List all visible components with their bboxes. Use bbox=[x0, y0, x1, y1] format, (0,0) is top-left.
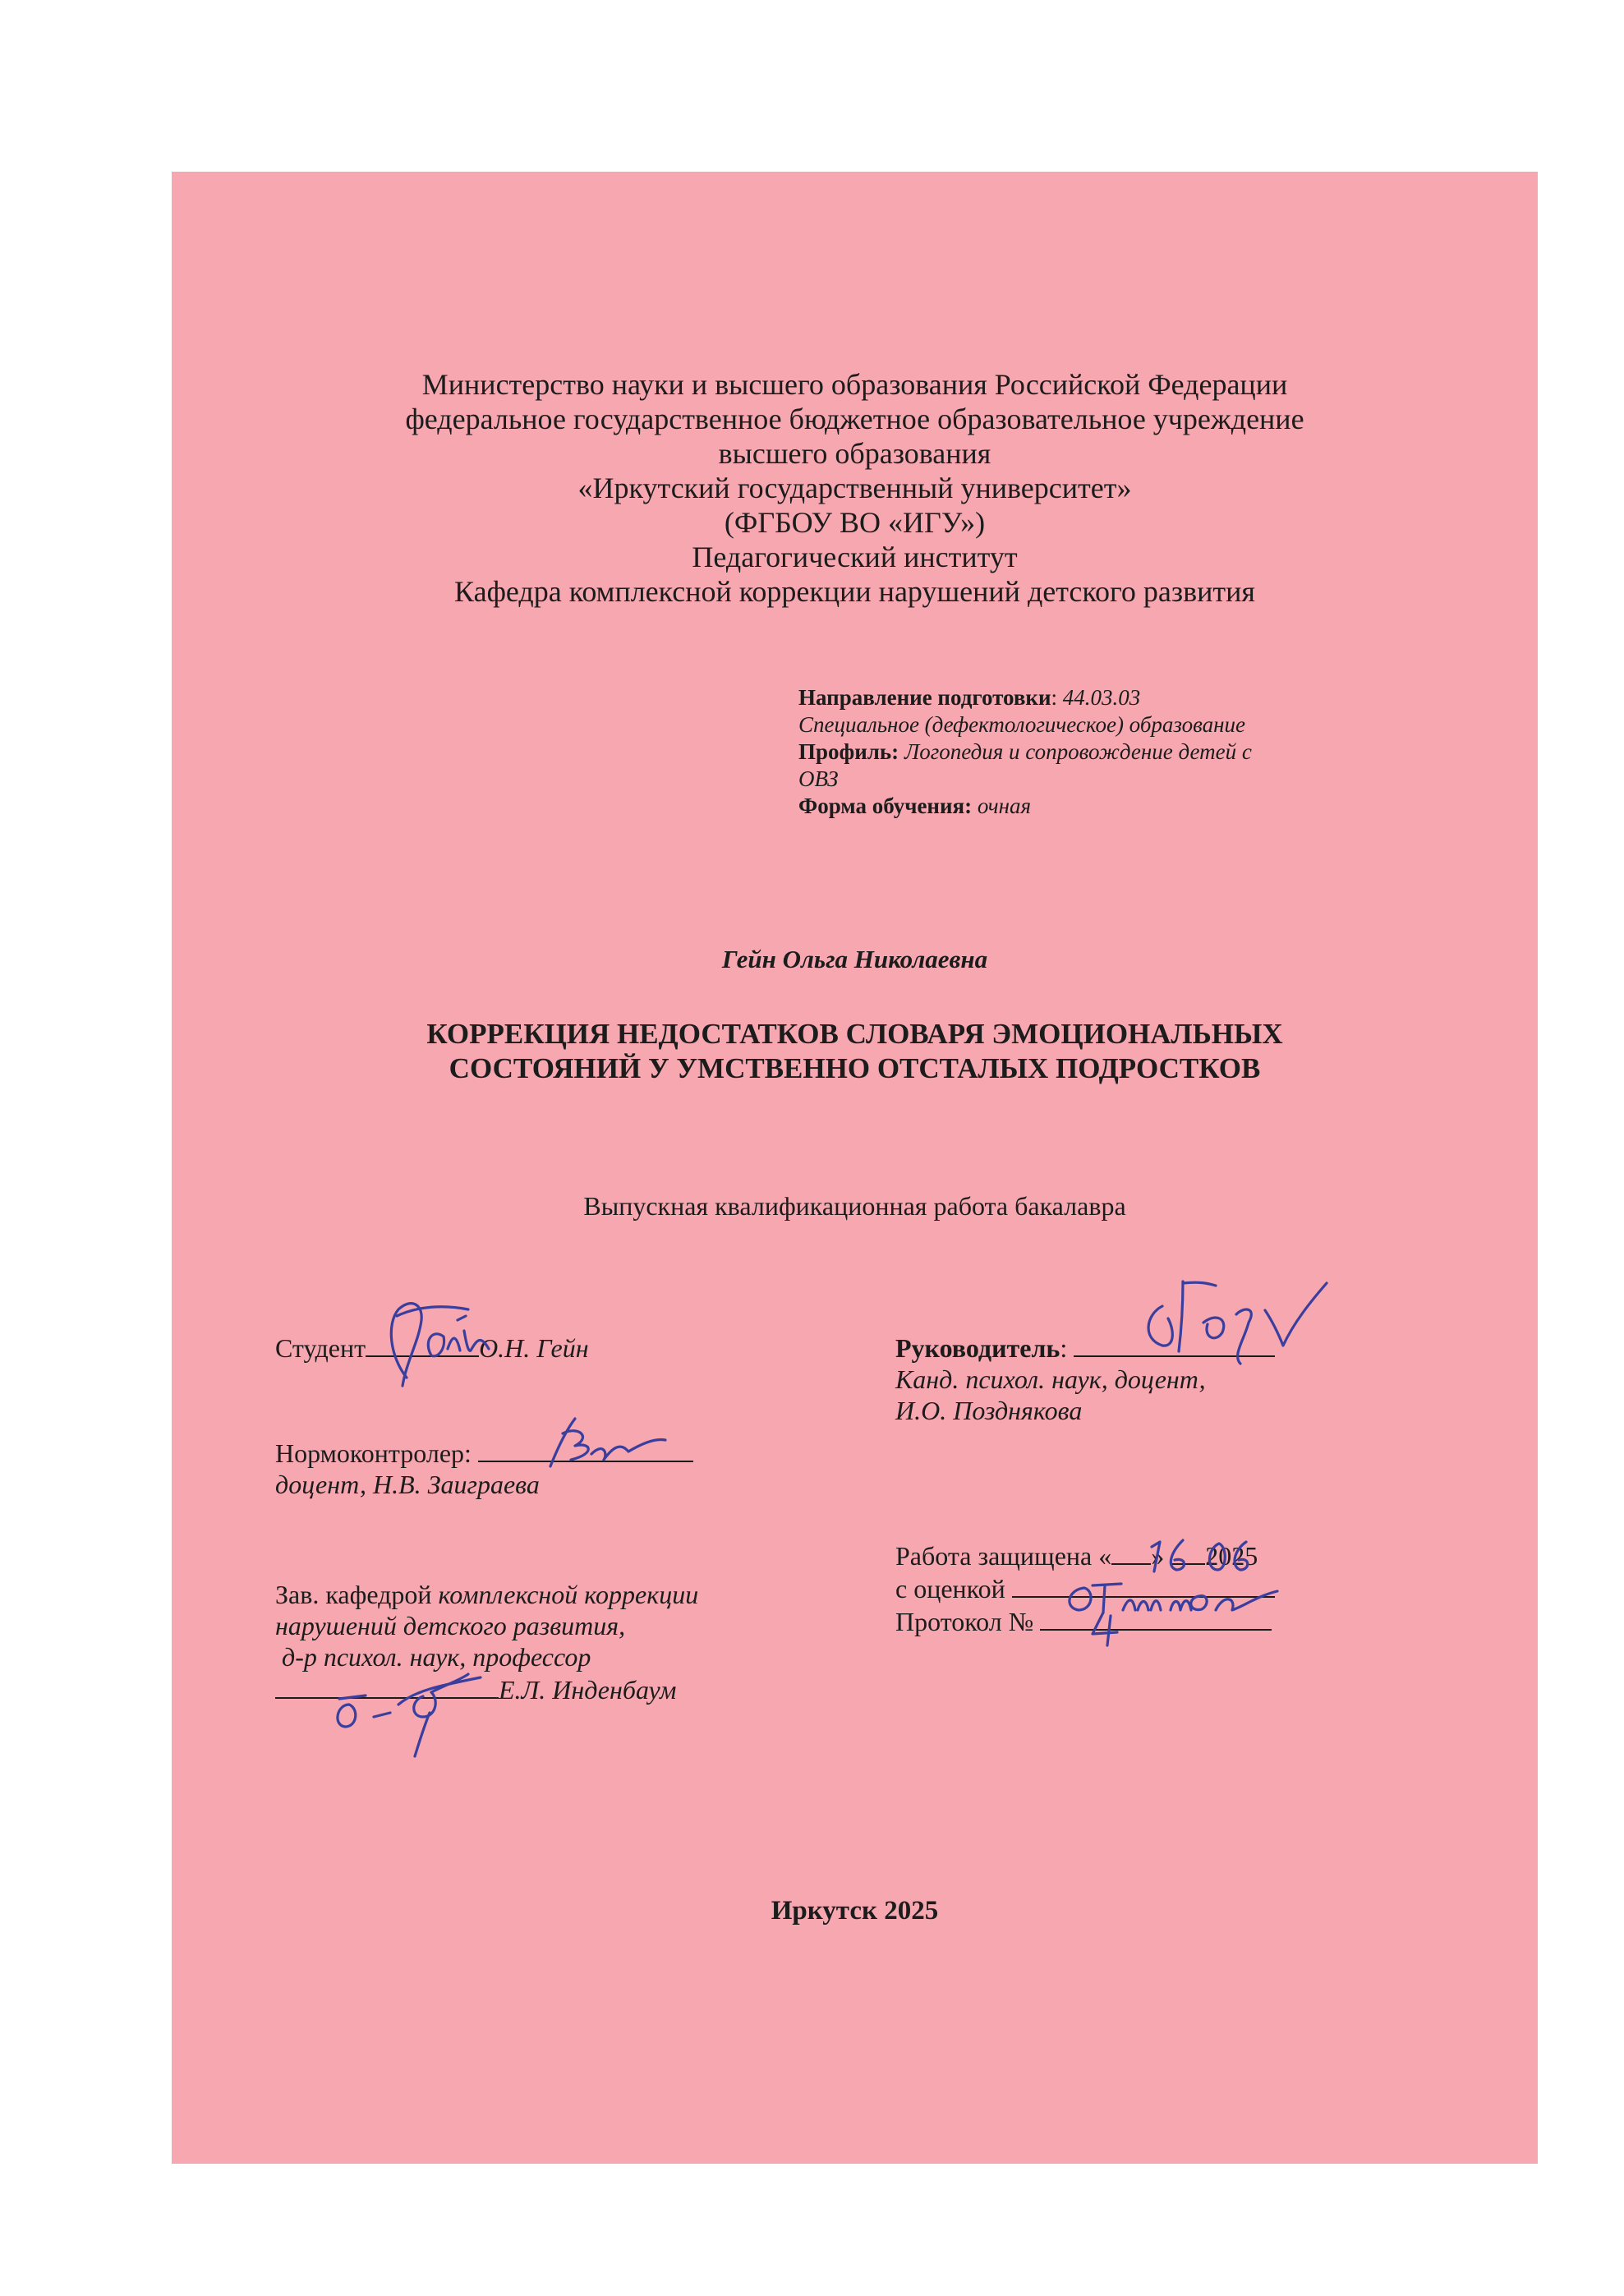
normcontroller-label: Нормоконтролер: bbox=[275, 1438, 472, 1468]
hod-dept-2: нарушений детского развития, bbox=[275, 1611, 626, 1640]
protocol-number-handwritten bbox=[1083, 1608, 1132, 1649]
supervisor-label: Руководитель bbox=[895, 1333, 1060, 1363]
author-name: Гейн Ольга Николаевна bbox=[721, 945, 988, 973]
hod-label: Зав. кафедрой bbox=[275, 1580, 432, 1609]
hod-line-2 bbox=[275, 1610, 698, 1641]
direction-code: 44.03.03 bbox=[1062, 685, 1141, 710]
normcontroller-info: доцент, Н.В. Заиграева bbox=[275, 1470, 540, 1499]
supervisor-signature bbox=[1125, 1273, 1335, 1368]
profile-value-2: ОВЗ bbox=[798, 766, 839, 791]
normcontroller-signature bbox=[534, 1409, 674, 1479]
header-line-university: «Иркутский государственный университет» bbox=[577, 472, 1132, 504]
profile-label: Профиль: bbox=[798, 739, 899, 764]
thesis-title-line-2: СОСТОЯНИЙ У УМСТВЕННО ОТСТАЛЫХ ПОДРОСТКОВ bbox=[449, 1052, 1261, 1084]
protocol-label: Протокол № bbox=[895, 1607, 1034, 1636]
form-line bbox=[798, 793, 1308, 820]
hod-degree: д-р психол. наук, профессор bbox=[282, 1642, 591, 1672]
direction-label: Направление подготовки bbox=[798, 685, 1051, 710]
supervisor-line: Руководитель: bbox=[895, 1331, 1275, 1364]
supervisor-degree-line bbox=[895, 1364, 1275, 1395]
grade-label: с оценкой bbox=[895, 1574, 1005, 1604]
student-signature bbox=[374, 1291, 505, 1398]
student-name: О.Н. Гейн bbox=[479, 1333, 589, 1363]
supervisor-name: И.О. Позднякова bbox=[895, 1396, 1083, 1425]
header-line-ministry: Министерство науки и высшего образования Российской Федерации bbox=[421, 368, 1288, 401]
supervisor-name-line bbox=[895, 1395, 1275, 1426]
profile-value-1: Логопедия и сопровождение детей с bbox=[904, 739, 1252, 764]
profile-line bbox=[798, 738, 1308, 766]
direction-line: Направление подготовки: 44.03.03 bbox=[798, 685, 1141, 710]
form-label: Форма обучения: bbox=[798, 794, 973, 818]
institution-header bbox=[172, 367, 1538, 609]
header-line-education-level: высшего образования bbox=[718, 437, 991, 470]
program-info bbox=[798, 684, 1308, 820]
header-line-institute: Педагогический институт bbox=[692, 541, 1018, 573]
form-value: очная bbox=[977, 794, 1032, 818]
thesis-title bbox=[172, 1017, 1538, 1086]
supervisor-degree: Канд. психол. наук, доцент, bbox=[895, 1364, 1206, 1394]
header-line-abbreviation: (ФГБОУ ВО «ИГУ») bbox=[724, 506, 986, 539]
thesis-title-line-1: КОРРЕКЦИЯ НЕДОСТАТКОВ СЛОВАРЯ ЭМОЦИОНАЛЬНЫХ bbox=[426, 1018, 1283, 1050]
header-line-department: Кафедра комплексной коррекции нарушений детского развития bbox=[454, 575, 1255, 608]
hod-dept-1: комплексной коррекции bbox=[438, 1580, 699, 1609]
header-line-institution-type: федеральное государственное бюджетное образовательное учреждение bbox=[405, 403, 1304, 435]
direction-name: Специальное (дефектологическое) образование bbox=[798, 712, 1245, 737]
city-year: Иркутск 2025 bbox=[771, 1896, 939, 1926]
direction-name-line bbox=[798, 711, 1308, 738]
work-type: Выпускная квалификационная работа бакалавра bbox=[583, 1191, 1126, 1221]
student-label: Студент bbox=[275, 1333, 366, 1363]
defense-mid: » bbox=[1151, 1541, 1171, 1571]
profile-line-2 bbox=[798, 766, 1308, 793]
hod-line-1 bbox=[275, 1579, 698, 1610]
defense-year: 2025 bbox=[1205, 1541, 1258, 1571]
defense-prefix: Работа защищена « bbox=[895, 1541, 1112, 1571]
head-of-department-signature bbox=[300, 1668, 522, 1758]
hod-name: Е.Л. Инденбаум bbox=[499, 1675, 677, 1705]
